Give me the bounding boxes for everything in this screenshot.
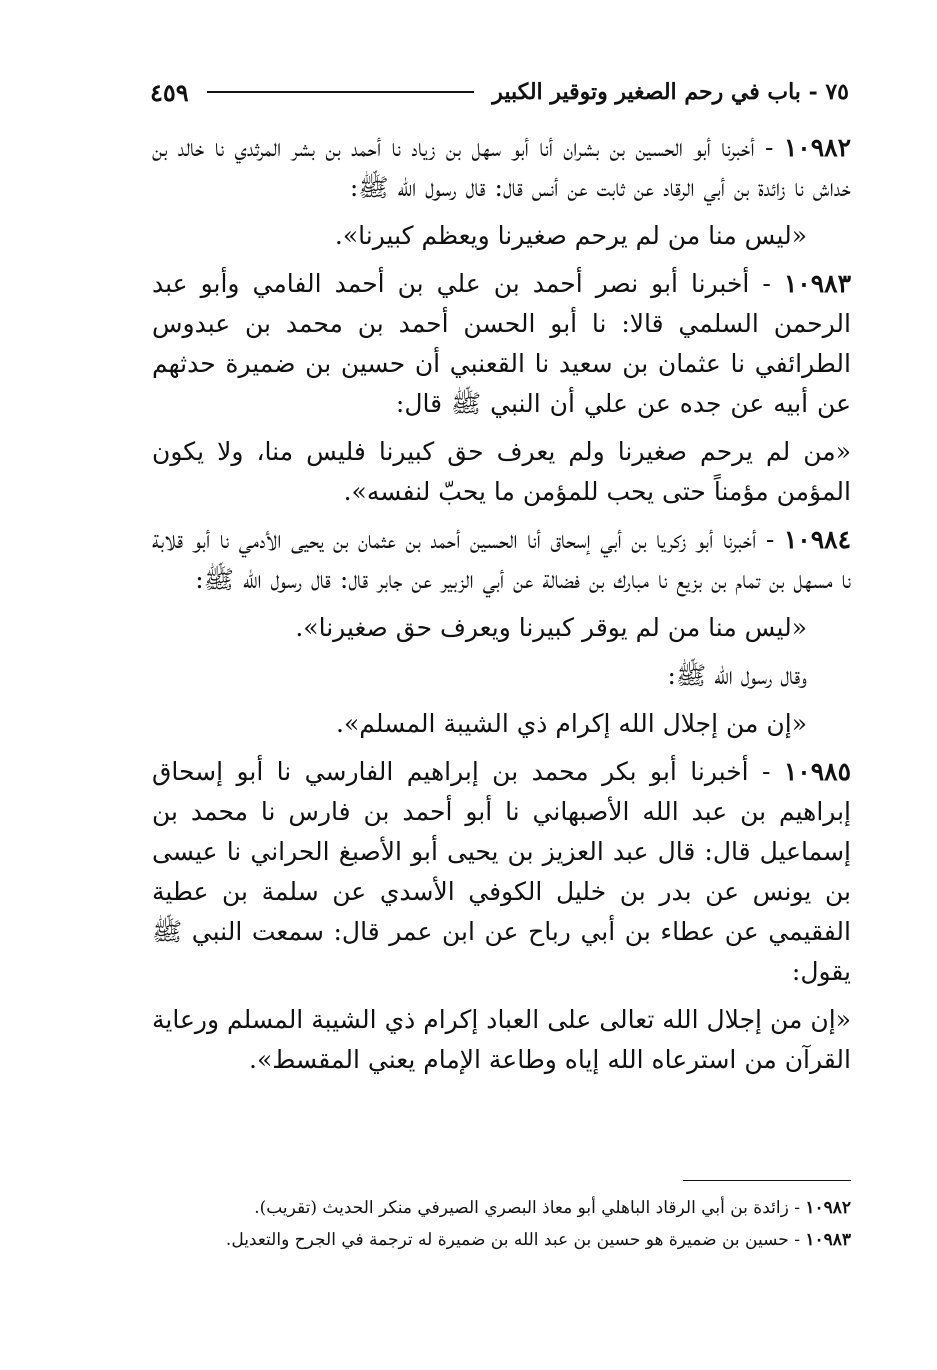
footnote — [152, 1224, 851, 1256]
hadith-quote: «إن من إجلال الله تعالى على العباد إكرام ذي الشيبة المسلم ورعاية القرآن من استرعاه الله إياه وطاعة الإمام يعني المقسط». — [152, 1005, 851, 1074]
hadith-quote: «إن من إجلال الله إكرام ذي الشيبة المسلم». — [336, 709, 807, 738]
hadith-quote: «من لم يرحم صغيرنا ولم يعرف حق كبيرنا فليس منا، ولا يكون المؤمن مؤمناً حتى يحب للمؤمن ما يحبّ لنفسه». — [152, 437, 851, 506]
footnote-number: ١٠٩٨٣ — [805, 1230, 851, 1250]
hadith-text: - أخبرنا أبو زكريا بن أبي إسحاق أنا الحسين أحمد بن عثمان بن يحيى الأدمي نا أبو قلابة نا مسهل بن تمام بن بزيع نا مبارك بن فضالة عن أبي الزبير عن جابر قال: قال رسول الله ﷺ: — [152, 525, 851, 594]
hadith-number: ١٠٩٨٥ — [783, 757, 851, 786]
hadith-number: ١٠٩٨٤ — [783, 525, 851, 554]
footnote-text: - زائدة بن أبي الرقاد الباهلي أبو معاذ البصري الصيرفي منكر الحديث (تقريب). — [254, 1198, 806, 1218]
header-rule — [207, 91, 475, 93]
footnote-text: - حسين بن ضميرة هو حسين بن عبد الله بن ضميرة له ترجمة في الجرح والتعديل. — [225, 1230, 806, 1250]
hadith-quote: «ليس منا من لم يوقر كبيرنا ويعرف حق صغيرنا». — [295, 613, 807, 642]
hadith-text: - أخبرنا أبو بكر محمد بن إبراهيم الفارسي نا أبو إسحاق إبراهيم بن عبد الله الأصبهاني نا أبو أحمد بن فارس نا محمد بن إسماعيل قال: قال عبد العزيز بن يحيى أبو الأصبغ الحراني نا عيسى بن يونس عن بدر بن خليل الكوفي الأسدي عن سلمة بن عطية الفقيمي عن عطاء بن أبي رباح عن ابن عمر قال: سمعت النبي ﷺ يقول: — [152, 757, 851, 986]
chapter-title: ٧٥ - باب في رحم الصغير وتوقير الكبير — [492, 79, 849, 105]
hadith-number: ١٠٩٨٢ — [783, 133, 851, 162]
footnote — [152, 1192, 851, 1224]
hadith-text: - أخبرنا أبو الحسين بن بشران أنا أبو سهل بن زياد نا أحمد بن بشر المرثدي نا خالد بن خداش نا زائدة بن أبي الرقاد عن ثابت عن أنس قال: قال رسول الله ﷺ: — [152, 133, 851, 202]
hadith-paragraph — [152, 520, 851, 600]
hadith-quote: وقال رسول الله ﷺ: — [667, 661, 807, 690]
page-body — [152, 128, 851, 1088]
footnote-divider — [683, 1180, 851, 1181]
footnote-number: ١٠٩٨٢ — [805, 1198, 851, 1218]
hadith-paragraph — [152, 264, 851, 424]
hadith-paragraph — [152, 752, 851, 992]
page-number: ٤٥٩ — [150, 77, 189, 107]
hadith-quote: «ليس منا من لم يرحم صغيرنا ويعظم كبيرنا». — [334, 221, 807, 250]
page-header — [150, 72, 849, 112]
hadith-paragraph — [152, 128, 851, 208]
hadith-text: - أخبرنا أبو نصر أحمد بن علي بن أحمد الفامي وأبو عبد الرحمن السلمي قالا: نا أبو الحسن أحمد بن محمد بن عبدوس الطرائفي نا عثمان بن سعيد نا القعنبي أن حسين بن ضميرة حدثهم عن أبيه عن جده عن علي أن النبي ﷺ قال: — [152, 269, 851, 418]
hadith-number: ١٠٩٨٣ — [783, 269, 851, 298]
footnotes — [152, 1192, 851, 1256]
